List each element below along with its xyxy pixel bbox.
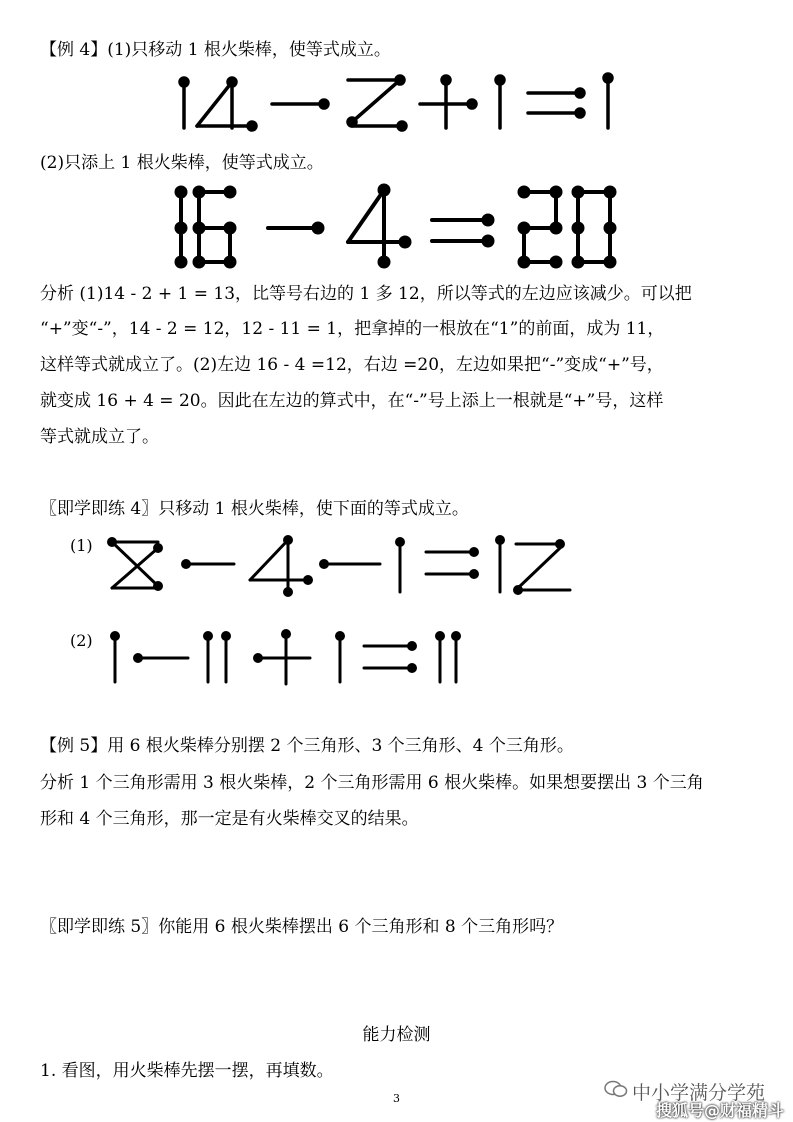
practice-4-label-2: (2) xyxy=(70,631,93,650)
ability-heading: 能力检测 xyxy=(362,1025,431,1045)
practice-4-title: 〖即学即练 4〗只移动 1 根火柴棒，使下面的等式成立。 xyxy=(40,499,469,519)
wechat-icon xyxy=(604,1079,628,1099)
page-number: 3 xyxy=(393,1092,400,1105)
analysis-4-line-4: 就变成 16 + 4 = 20。因此在左边的算式中，在“-”号上添上一根就是“+”号，这样 xyxy=(40,391,664,411)
analysis-5-line-2: 形和 4 个三角形，那一定是有火柴棒交叉的结果。 xyxy=(40,809,419,829)
example-4-part2: (2)只添上 1 根火柴棒，使等式成立。 xyxy=(40,153,324,173)
watermark-source: 搜狐号@财福精斗 xyxy=(656,1101,785,1120)
analysis-4-line-5: 等式就成立了。 xyxy=(40,427,159,447)
practice-5-title: 〖即学即练 5〗你能用 6 根火柴棒摆出 6 个三角形和 8 个三角形吗？ xyxy=(40,917,564,937)
practice-4-label-1: (1) xyxy=(70,536,93,555)
analysis-4-line-3: 这样等式就成立了。(2)左边 16 - 4 =12，右边 =20，左边如果把“-”变成“+”号， xyxy=(40,355,664,375)
analysis-4-line-1: 分析 (1)14 - 2 + 1 = 13，比等号右边的 1 多 12，所以等式的左边应该减少。可以把 xyxy=(40,284,692,304)
watermark-account: 中小学满分学苑 xyxy=(632,1082,766,1104)
analysis-5-line-1: 分析 1 个三角形需用 3 根火柴棒，2 个三角形需用 6 根火柴棒。如果想要摆出 3 个三角 xyxy=(40,773,704,793)
ability-question-1: 1. 看图，用火柴棒先摆一摆，再填数。 xyxy=(40,1061,334,1081)
example-4-title: 【例 4】(1)只移动 1 根火柴棒，使等式成立。 xyxy=(40,40,391,60)
analysis-4-line-2: “+”变“-”，14 - 2 = 12，12 - 11 = 1，把拿掉的一根放在“1”的前面，成为 11， xyxy=(40,319,665,339)
example-5-title: 【例 5】用 6 根火柴棒分别摆 2 个三角形、3 个三角形、4 个三角形。 xyxy=(40,736,574,756)
